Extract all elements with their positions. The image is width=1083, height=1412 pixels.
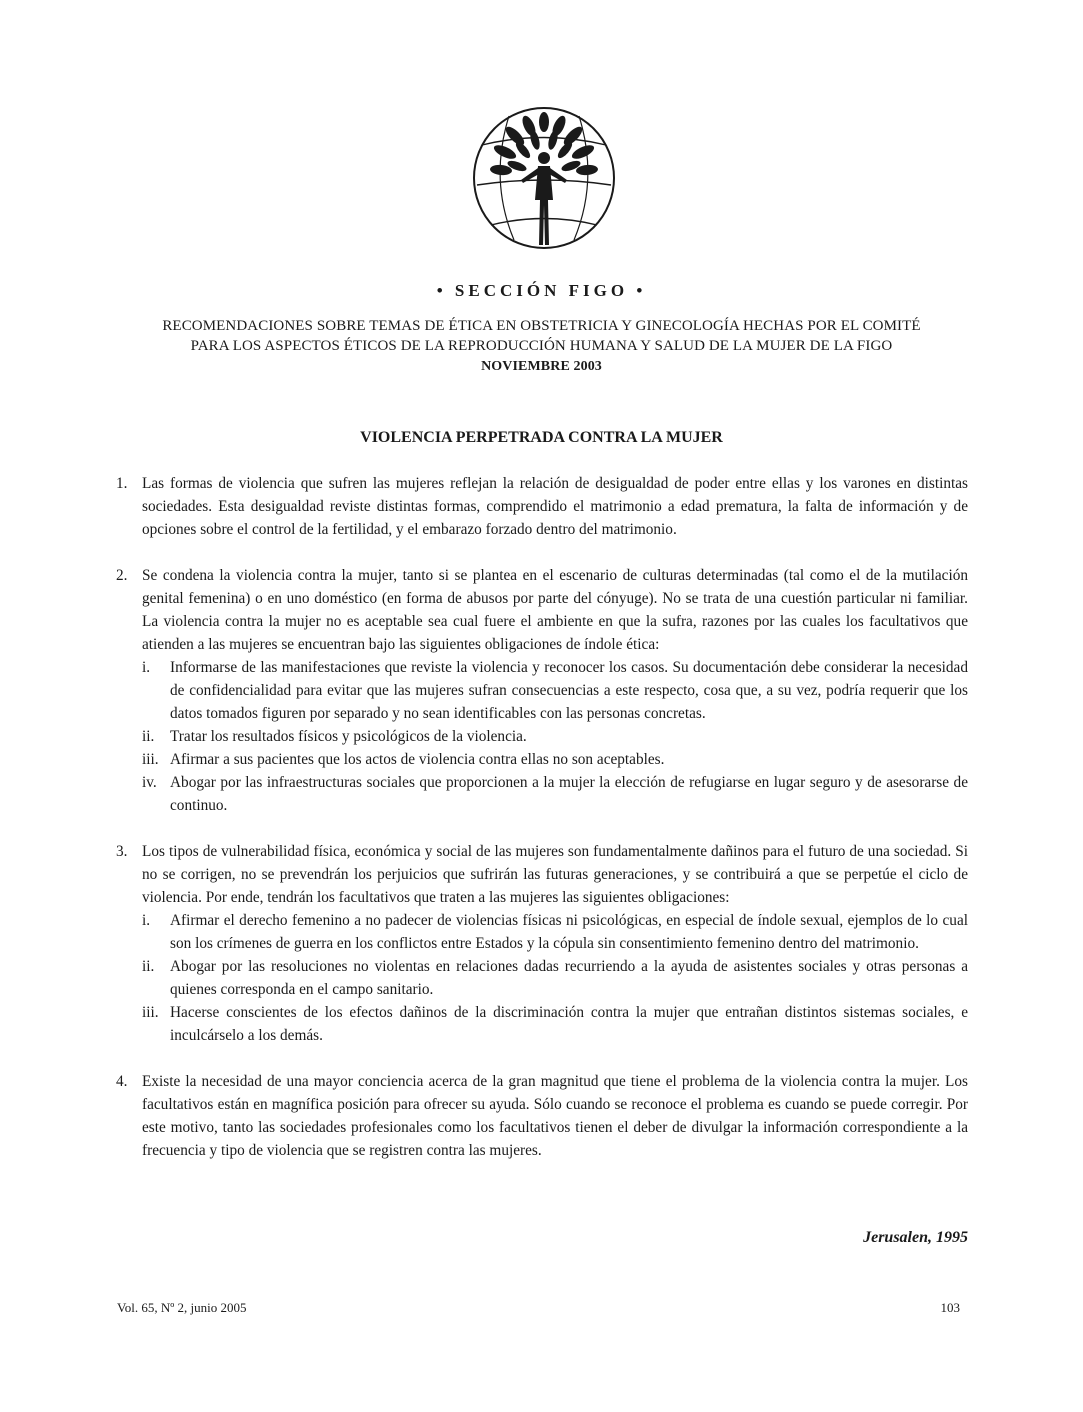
sub-item [142, 909, 968, 955]
header-line-1: RECOMENDACIONES SOBRE TEMAS DE ÉTICA EN OBSTETRICIA Y GINECOLOGÍA HECHAS POR EL COMITÉ [162, 318, 921, 334]
header-date: NOVIEMBRE 2003 [481, 359, 602, 374]
list-item-4 [116, 1070, 968, 1162]
sub-item [142, 725, 968, 748]
sub-item [142, 1001, 968, 1047]
list-item-1 [116, 472, 968, 541]
sub-item [142, 955, 968, 1001]
sub-item-text: Tratar los resultados físicos y psicológicos de la violencia. [170, 728, 527, 745]
item-text: Los tipos de vulnerabilidad física, económica y social de las mujeres son fundamentalmente dañinos para el futuro de una sociedad. Si no se corrigen, no se prevendrán los perjuicios que sufrirán las futuras generaciones, y se contribuirá a que se perpetúe el ciclo de violencia. Por ende, tendrán los facultativos que traten a las mujeres las siguientes obligaciones: [142, 843, 968, 906]
section-title: • SECCIÓN FIGO • [436, 281, 647, 300]
item-number: 3. [116, 843, 128, 860]
sub-item-number: iii. [142, 751, 159, 768]
footer-page-number: 103 [940, 1300, 960, 1315]
item-number: 4. [116, 1073, 128, 1090]
list-item-2 [116, 564, 968, 817]
sub-item [142, 656, 968, 725]
item-text: Existe la necesidad de una mayor conciencia acerca de la gran magnitud que tiene el problema de la violencia contra la mujer. Los facultativos están en magnífica posición para ofrecer su ayuda. Sólo cuando se reconoce el problema es cuando se puede corregir. Por este motivo, tanto las sociedades profesionales como los facultativos tienen el deber de divulgar la información correspondiente a la frecuencia y tipo de violencia que se registren contra las mujeres. [142, 1073, 968, 1159]
list-item-3 [116, 840, 968, 1047]
item-text: Las formas de violencia que sufren las mujeres reflejan la relación de desigualdad de poder entre ellas y los varones en distintas sociedades. Esta desigualdad reviste distintas formas, comprendido el matrimonio a edad prematura, la falta de información y de opciones sobre el control de la fertilidad, y el embarazo forzado dentro del matrimonio. [142, 475, 968, 538]
footer-journal-info: Vol. 65, Nº 2, junio 2005 [117, 1300, 247, 1315]
sub-item-text: Informarse de las manifestaciones que reviste la violencia y reconocer los casos. Su documentación debe considerar la necesidad de confidencialidad para evitar que las mujeres sufran consecuencias a este respecto, cosa que, a su vez, podría requerir que los datos tomados figuren por separado y no sean identificables con las personas concretas. [170, 659, 968, 722]
figo-tree-globe-logo-icon [469, 100, 619, 265]
sub-item-text: Afirmar el derecho femenino a no padecer de violencias físicas ni psicológicas, en especial de índole sexual, ejemplos de lo cual son los crímenes de guerra en los conflictos entre Estados y la cópula sin consentimiento femenino dentro del matrimonio. [170, 912, 968, 952]
sub-item [142, 748, 968, 771]
sub-item [142, 771, 968, 817]
sub-item-number: i. [142, 912, 151, 929]
item-number: 2. [116, 567, 128, 584]
signoff-place-year: Jerusalen, 1995 [863, 1229, 968, 1246]
sub-item-text: Abogar por las resoluciones no violentas en relaciones dadas recurriendo a la ayuda de asistentes sociales y otras personas a quienes corresponda en el campo sanitario. [170, 958, 968, 998]
item-number: 1. [116, 475, 128, 492]
sub-item-number: ii. [142, 958, 155, 975]
sub-item-text: Afirmar a sus pacientes que los actos de violencia contra ellas no son aceptables. [170, 751, 665, 768]
document-body [116, 472, 968, 1185]
sub-item-number: iv. [142, 774, 157, 791]
sub-item-number: ii. [142, 728, 155, 745]
sub-item-number: iii. [142, 1004, 159, 1021]
item-text: Se condena la violencia contra la mujer, tanto si se plantea en el escenario de culturas determinadas (tal como el de la mutilación genital femenina) o en uno doméstico (en forma de abusos por parte del cónyuge). No se trata de una cuestión particular ni familiar. La violencia contra la mujer no es aceptable sea cual fuere el ambiente en que la sufra, razones por las cuales los facultativos que atienden a las mujeres se encuentran bajo las siguientes obligaciones de índole ética: [142, 567, 968, 653]
sub-item-text: Abogar por las infraestructuras sociales que proporcionen a la mujer la elección de refugiarse en lugar seguro y de asesorarse de continuo. [170, 774, 968, 814]
header-line-2: PARA LOS ASPECTOS ÉTICOS DE LA REPRODUCCIÓN HUMANA Y SALUD DE LA MUJER DE LA FIGO [190, 338, 893, 354]
sub-item-text: Hacerse conscientes de los efectos dañinos de la discriminación contra la mujer que entrañan distintos sistemas sociales, e inculcárselo a los demás. [170, 1004, 968, 1044]
sub-item-number: i. [142, 659, 151, 676]
document-title: VIOLENCIA PERPETRADA CONTRA LA MUJER [360, 429, 723, 446]
